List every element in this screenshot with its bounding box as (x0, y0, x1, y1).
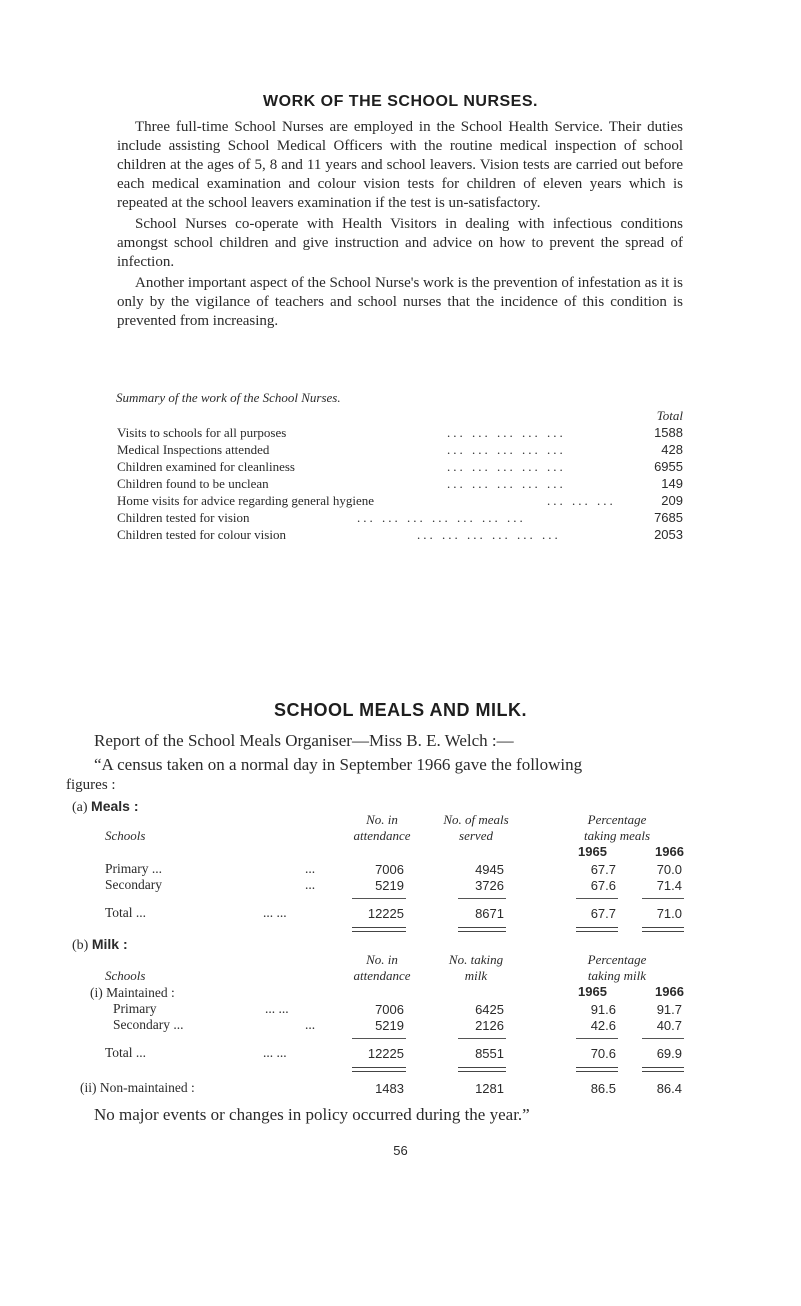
nurses-paragraph-3: Another important aspect of the School Nurse's work is the prevention of infestation as it is only by the vigilance of teachers and school nurses that the incidence of this condition is prevented from increasing. (117, 275, 684, 329)
nurses-paragraph-2: School Nurses co-operate with Health Visitors in dealing with infectious conditions amongst school children and give instruction and advice on how to prevent the spread of infection. (117, 216, 683, 270)
non-maintained-row-school: (ii) Non-maintained : (80, 1080, 195, 1095)
total-row-school: Total ... (105, 1045, 147, 1060)
table-row-school: Secondary (105, 877, 162, 892)
total-row-school: Total ... (105, 905, 147, 920)
pct-1966-value: 86.4 (656, 1081, 682, 1096)
col-schools-header: Schools (105, 968, 146, 983)
summary-row-label: Children found to be unclean (117, 476, 269, 491)
summary-row (117, 493, 683, 510)
summary-row-label: Children tested for colour vision (117, 527, 286, 542)
summary-row (117, 425, 683, 442)
meals-title: SCHOOL MEALS AND MILK. (274, 700, 527, 720)
leader-dots: ... ... ... (547, 493, 616, 508)
pct-1965-value: 67.7 (590, 862, 616, 877)
attendance-value: 5219 (375, 1018, 404, 1033)
maintained-label: (i) Maintained : (90, 985, 175, 1000)
double-divider (576, 927, 618, 932)
pct-1965-value: 86.5 (590, 1081, 616, 1096)
attendance-total: 12225 (367, 1046, 404, 1061)
summary-row-value: 6955 (654, 459, 683, 474)
nurses-paragraph-1: Three full-time School Nurses are employed in the School Health Service. Their duties include assisting School Medical Officers with the routine medical inspection of school children at the ages of 5, 8 and 11 years and school leavers. Vision tests are carried out before each medical examination and colour vision tests for children of eleven years which is repeated at the school leavers examination if the test is un-satisfactory. (117, 119, 683, 211)
pct-1966-value: 91.7 (656, 1002, 682, 1017)
milk-label-marker: (b) (72, 938, 89, 953)
census-line: “A census taken on a normal day in September 1966 gave the following (94, 755, 583, 774)
leader-dots: ... ... ... ... ... (447, 442, 566, 457)
attendance-value: 1483 (375, 1081, 404, 1096)
divider (352, 898, 406, 899)
divider (458, 898, 506, 899)
attendance-value: 7006 (375, 862, 404, 877)
milk-label-text: Milk : (91, 936, 128, 952)
summary-row-label: Children examined for cleanliness (117, 459, 295, 474)
summary-row (117, 442, 683, 459)
taking-total: 8551 (475, 1046, 504, 1061)
divider (642, 898, 684, 899)
col-served-header: No. of meals (443, 812, 509, 827)
served-value: 4945 (475, 862, 504, 877)
served-value: 3726 (475, 878, 504, 893)
year-1966: 1966 (655, 844, 684, 859)
leader-dots: ... ... ... ... ... ... ... (357, 510, 526, 525)
summary-row-value: 7685 (654, 510, 683, 525)
attendance-total: 12225 (367, 906, 404, 921)
double-divider (458, 927, 506, 932)
divider (642, 1038, 684, 1039)
summary-row (117, 459, 683, 476)
leader-dots: ... ... (265, 1001, 289, 1016)
col-percentage-header-2: taking milk (587, 968, 647, 983)
summary-row-value: 2053 (654, 527, 683, 542)
meals-label-text: Meals : (91, 798, 139, 814)
year-1966: 1966 (655, 984, 684, 999)
year-1965: 1965 (578, 984, 607, 999)
double-divider (352, 1067, 406, 1072)
summary-row-value: 428 (661, 442, 683, 457)
pct-1966-value: 71.4 (656, 878, 682, 893)
summary-row-label: Medical Inspections attended (117, 442, 270, 457)
divider (576, 898, 618, 899)
col-attendance-header: No. in (366, 812, 398, 827)
leader-dots: ... ... ... ... ... (447, 425, 566, 440)
col-schools-header: Schools (105, 828, 146, 843)
summary-row (117, 476, 683, 493)
pct-1966-total: 71.0 (656, 906, 682, 921)
taking-value: 6425 (475, 1002, 504, 1017)
divider (576, 1038, 618, 1039)
nurses-title: WORK OF THE SCHOOL NURSES. (263, 93, 538, 110)
double-divider (642, 927, 684, 932)
double-divider (352, 927, 406, 932)
summary-row-value: 149 (661, 476, 683, 491)
col-percentage-header-2: taking meals (583, 828, 651, 843)
col-attendance-header-2: attendance (353, 828, 411, 843)
col-percentage-header: Percentage (587, 952, 647, 967)
summary-row-label: Visits to schools for all purposes (117, 425, 287, 440)
milk-label (72, 936, 128, 954)
pct-1966-value: 40.7 (656, 1018, 682, 1033)
col-taking-header-2: milk (464, 968, 488, 983)
leader-dots: ... ... ... ... ... (447, 459, 566, 474)
summary-row-label: Children tested for vision (117, 510, 250, 525)
pct-1966-value: 70.0 (656, 862, 682, 877)
pct-1965-total: 70.6 (590, 1046, 616, 1061)
pct-1965-value: 67.6 (590, 878, 616, 893)
col-taking-header: No. taking (448, 952, 504, 967)
summary-row (117, 527, 683, 544)
divider (458, 1038, 506, 1039)
leader-dots: ... ... (263, 905, 287, 920)
attendance-value: 7006 (375, 1002, 404, 1017)
col-attendance-header: No. in (366, 952, 398, 967)
leader-dots: ... ... ... ... ... (447, 476, 566, 491)
double-divider (458, 1067, 506, 1072)
nurses-body (117, 118, 683, 331)
pct-1966-total: 69.9 (656, 1046, 682, 1061)
page-number: 56 (393, 1143, 408, 1158)
summary-title: Summary of the work of the School Nurses. (116, 390, 341, 405)
leader-dots: ... ... (263, 1045, 287, 1060)
table-row-school: Primary ... (105, 861, 162, 876)
year-1965: 1965 (578, 844, 607, 859)
double-divider (642, 1067, 684, 1072)
leader-dots: ... (305, 1017, 316, 1032)
summary-row-value: 209 (661, 493, 683, 508)
census-line-continued: figures : (66, 777, 116, 793)
leader-dots: ... ... ... ... ... ... (417, 527, 561, 542)
summary-row-label: Home visits for advice regarding general hygiene (117, 493, 375, 508)
attendance-value: 5219 (375, 878, 404, 893)
served-total: 8671 (475, 906, 504, 921)
summary-row-value: 1588 (654, 425, 683, 440)
col-percentage-header: Percentage (587, 812, 647, 827)
leader-dots: ... (305, 877, 316, 892)
pct-1965-value: 42.6 (590, 1018, 616, 1033)
col-served-header-2: served (459, 828, 493, 843)
summary-row (117, 510, 683, 527)
meals-label (72, 798, 139, 816)
closing-statement: No major events or changes in policy occurred during the year.” (94, 1105, 530, 1124)
pct-1965-total: 67.7 (590, 906, 616, 921)
report-line: Report of the School Meals Organiser—Miss B. E. Welch :— (94, 731, 514, 750)
summary-total-header: Total (656, 408, 683, 423)
pct-1965-value: 91.6 (590, 1002, 616, 1017)
taking-value: 2126 (475, 1018, 504, 1033)
table-row-school: Secondary ... (113, 1017, 184, 1032)
double-divider (576, 1067, 618, 1072)
leader-dots: ... (305, 861, 316, 876)
divider (352, 1038, 406, 1039)
taking-value: 1281 (475, 1081, 504, 1096)
meals-label-marker: (a) (72, 800, 88, 815)
col-attendance-header-2: attendance (353, 968, 411, 983)
table-row-school: Primary (113, 1001, 157, 1016)
